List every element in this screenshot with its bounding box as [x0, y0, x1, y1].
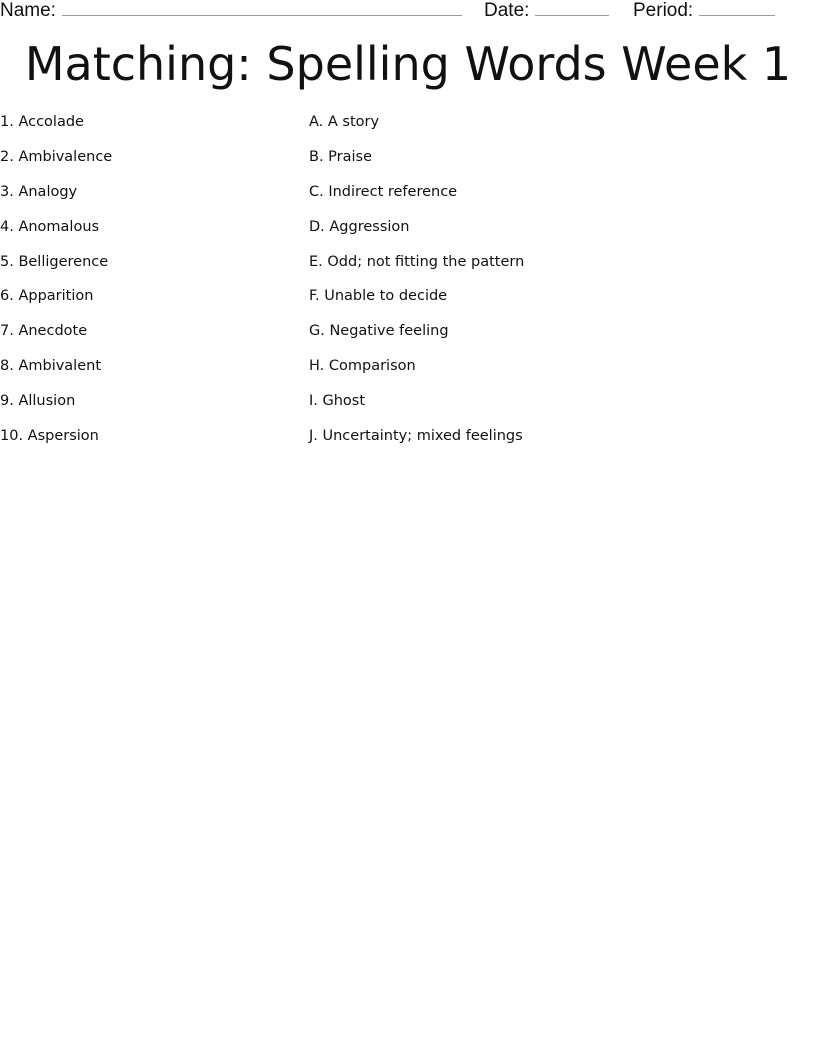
- period-label: Period:: [633, 0, 694, 21]
- definition-item: A. A story: [309, 114, 380, 130]
- term-item: 8. Ambivalent: [0, 358, 102, 375]
- definition-item: E. Odd; not fitting the pattern: [309, 253, 525, 270]
- definition-item: C. Indirect reference: [309, 183, 458, 200]
- term-item: 9. Allusion: [0, 393, 76, 410]
- date-blank-line: [535, 0, 609, 16]
- page-title: Matching: Spelling Words Week 1: [24, 37, 792, 91]
- worksheet-header: [0, 0, 816, 22]
- name-label: Name:: [0, 0, 56, 21]
- name-field: [0, 0, 462, 22]
- term-item: 6. Apparition: [0, 288, 94, 305]
- term-item: 1. Accolade: [0, 114, 84, 130]
- definition-item: D. Aggression: [309, 218, 410, 235]
- period-blank-line: [699, 0, 775, 16]
- period-field: [633, 0, 775, 22]
- definition-item: B. Praise: [309, 148, 373, 165]
- date-field: [484, 0, 609, 22]
- definition-item: I. Ghost: [309, 393, 366, 410]
- definition-item: J. Uncertainty; mixed feelings: [309, 428, 523, 445]
- term-item: 7. Anecdote: [0, 323, 88, 340]
- name-blank-line: [62, 0, 462, 16]
- definitions-column: [309, 110, 809, 459]
- term-item: 4. Anomalous: [0, 218, 100, 235]
- term-item: 2. Ambivalence: [0, 148, 113, 165]
- definition-item: F. Unable to decide: [309, 288, 448, 305]
- definition-item: H. Comparison: [309, 358, 416, 375]
- definition-item: G. Negative feeling: [309, 323, 449, 340]
- terms-column: [0, 110, 300, 459]
- term-item: 10. Aspersion: [0, 428, 99, 445]
- term-item: 5. Belligerence: [0, 253, 109, 270]
- term-item: 3. Analogy: [0, 183, 78, 200]
- date-label: Date:: [484, 0, 530, 21]
